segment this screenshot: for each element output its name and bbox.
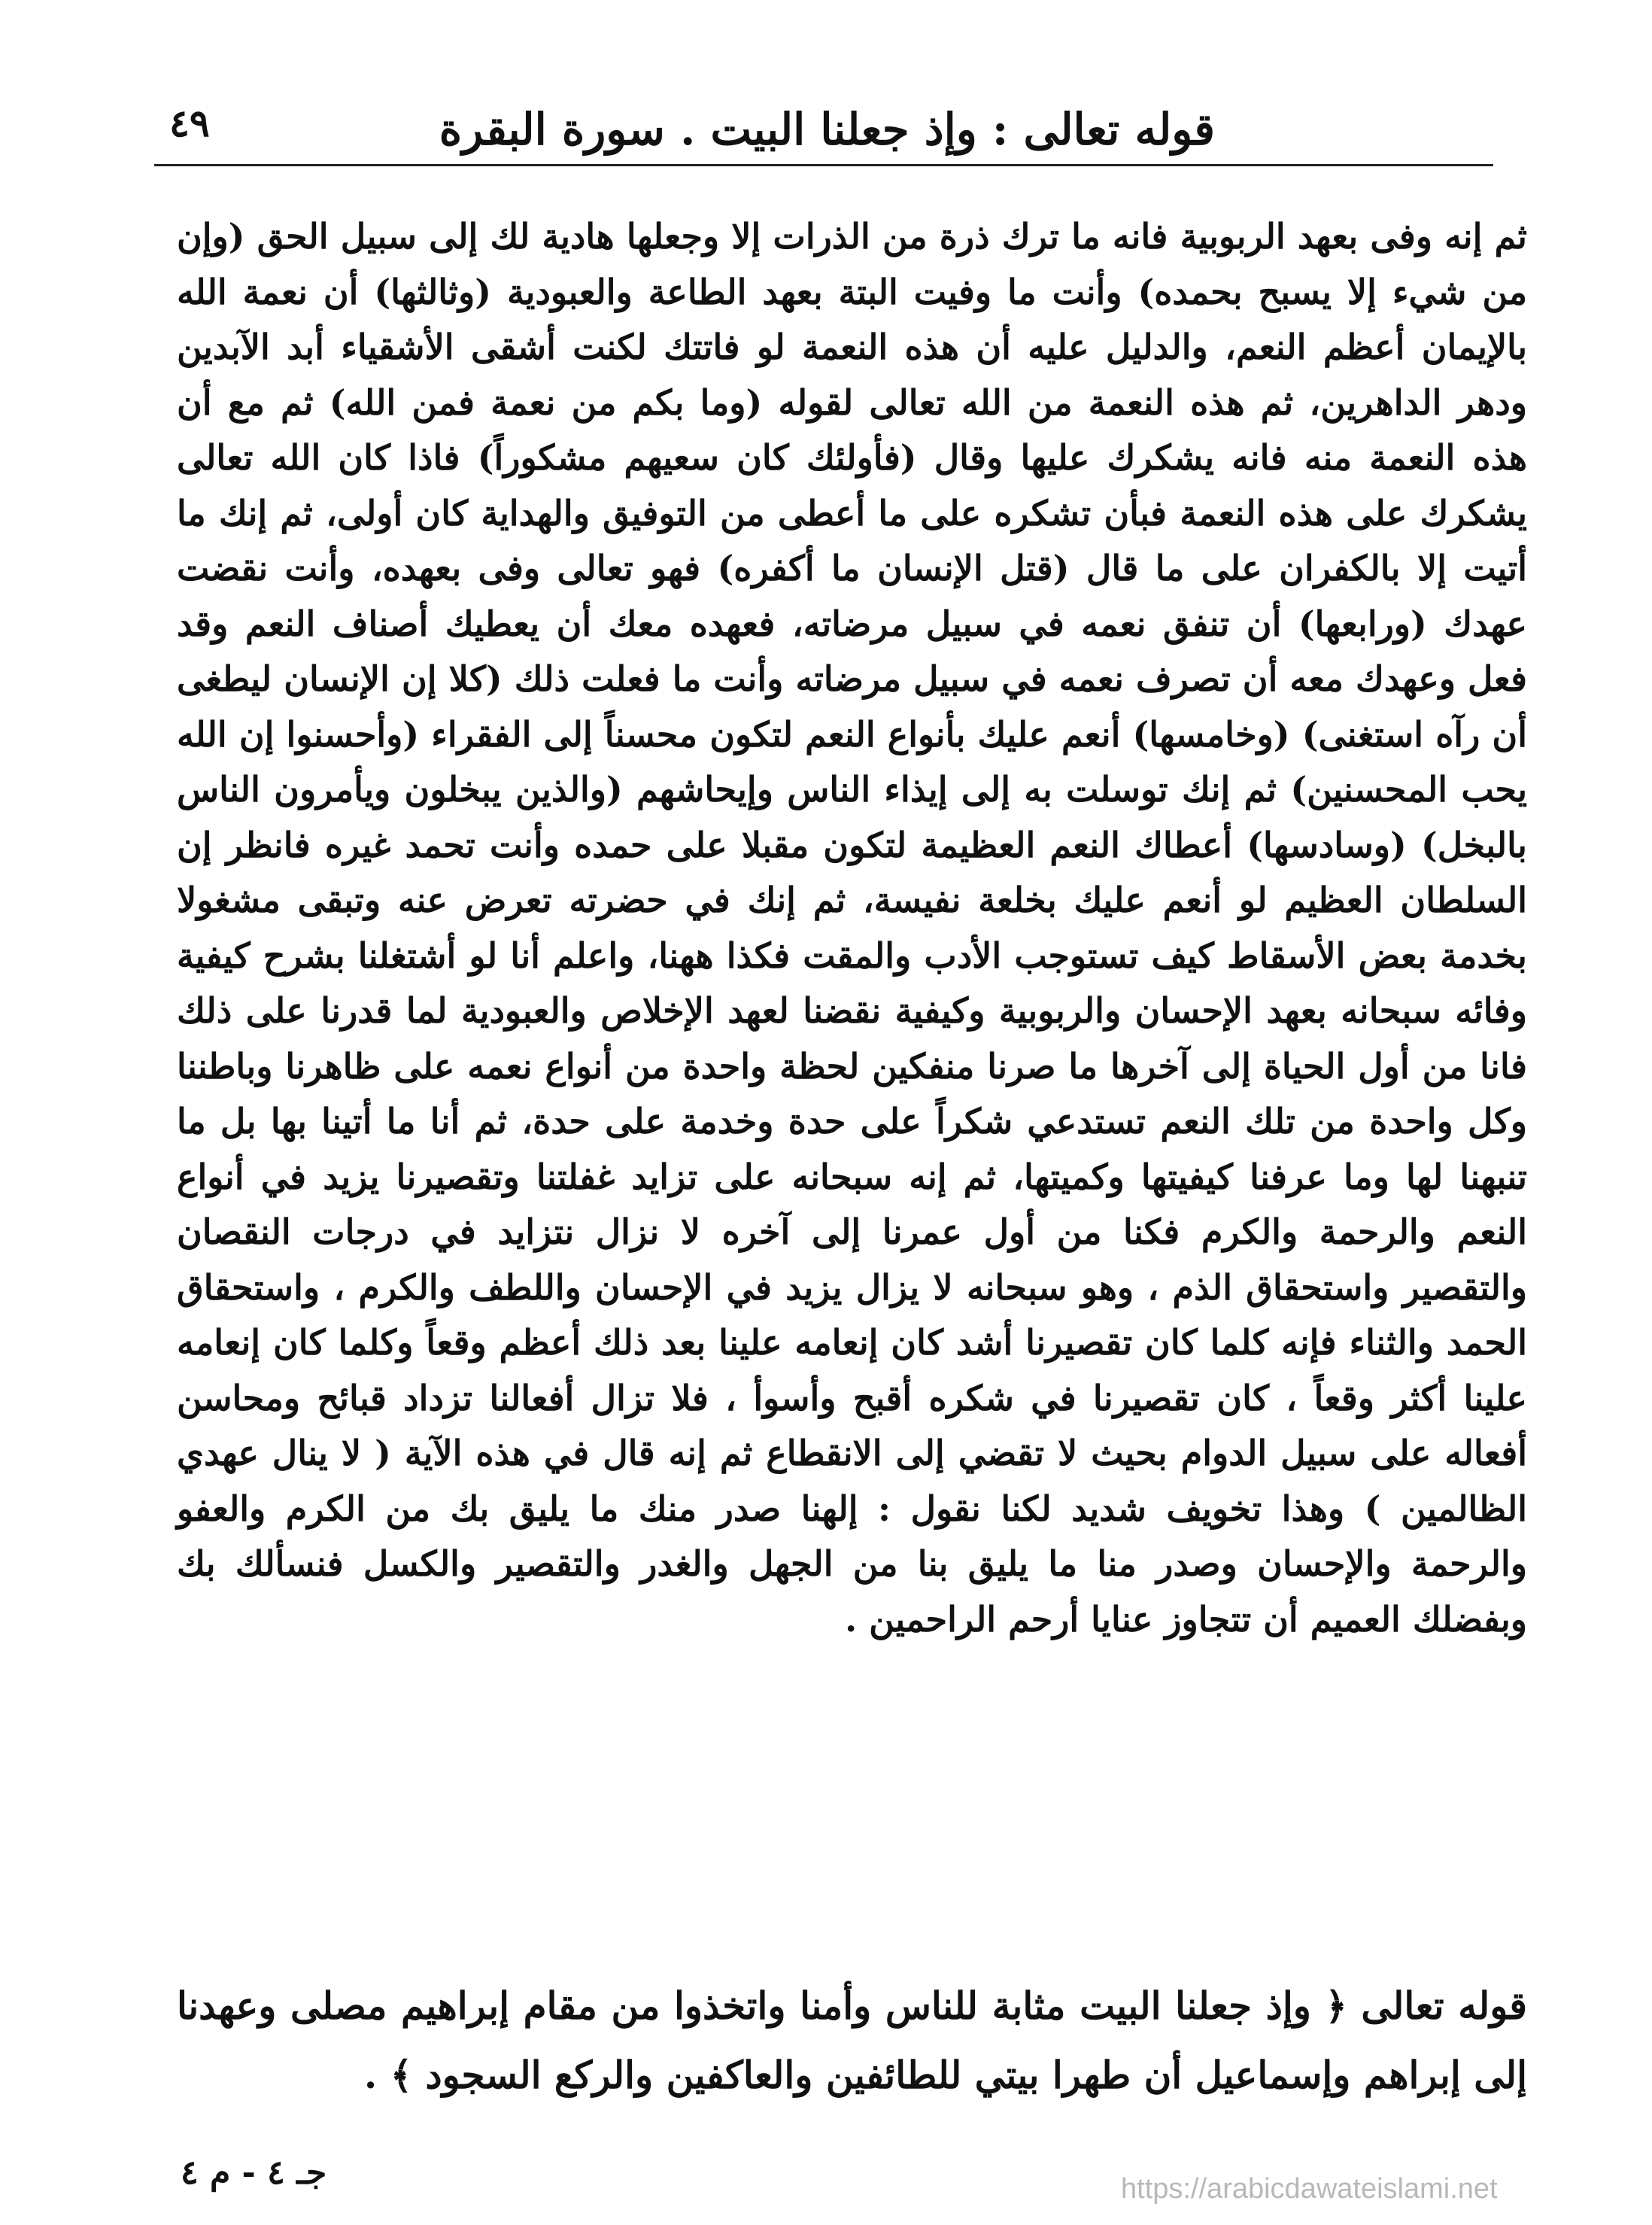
verse-heading [177,1971,1527,2110]
page-header [169,90,1486,162]
main-commentary [177,209,1527,1647]
header-divider [154,164,1493,166]
running-title: قوله تعالى : وإذ جعلنا البيت . سورة البقرة [439,104,1215,155]
watermark-url: https://arabicdawateislami.net [1121,2173,1498,2205]
commentary-paragraph: ثم إنه وفى بعهد الربوبية فانه ما ترك ذرة من الذرات إلا وجعلها هادية لك إلى سبيل الحق (وإن من شيء إلا يسبح بحمده) وأنت ما وفيت البتة بعهد الطاعة والعبودية (وثالثها) أن نعمة الله بالإيمان أعظم النعم، والدليل عليه أن هذه النعمة لو فاتتك لكنت أشقى الأشقياء أبد الآبدين ودهر الداهرين، ثم هذه النعمة من الله تعالى لقوله (وما بكم من نعمة فمن الله) ثم مع أن هذه النعمة منه فانه يشكرك عليها وقال (فأولئك كان سعيهم مشكوراً) فاذا كان الله تعالى يشكرك على هذه النعمة فبأن تشكره على ما أعطى من التوفيق والهداية كان أولى، ثم إنك ما أتيت إلا بالكفران على ما قال (قتل الإنسان ما أكفره) فهو تعالى وفى بعهده، وأنت نقضت عهدك (ورابعها) أن تنفق نعمه في سبيل مرضاته، فعهده معك أن يعطيك أصناف النعم وقد فعل وعهدك معه أن تصرف نعمه في سبيل مرضاته وأنت ما فعلت ذلك (كلا إن الإنسان ليطغى أن رآه استغنى) (وخامسها) أنعم عليك بأنواع النعم لتكون محسناً إلى الفقراء (وأحسنوا إن الله يحب المحسنين) ثم إنك توسلت به إلى إيذاء الناس وإيحاشهم (والذين يبخلون ويأمرون الناس بالبخل) (وسادسها) أعطاك النعم العظيمة لتكون مقبلا على حمده وأنت تحمد غيره فانظر إن السلطان العظيم لو أنعم عليك بخلعة نفيسة، ثم إنك في حضرته تعرض عنه وتبقى مشغولا بخدمة بعض الأسقاط كيف تستوجب الأدب والمقت فكذا ههنا، واعلم أنا لو أشتغلنا بشرح كيفية وفائه سبحانه بعهد الإحسان والربوبية وكيفية نقضنا لعهد الإخلاص والعبودية لما قدرنا على ذلك فانا من أول الحياة إلى آخرها ما صرنا منفكين لحظة واحدة من أنواع نعمه على ظاهرنا وباطننا وكل واحدة من تلك النعم تستدعي شكراً على حدة وخدمة على حدة، ثم أنا ما أتينا بها بل ما تنبهنا لها وما عرفنا كيفيتها وكميتها، ثم إنه سبحانه على تزايد غفلتنا وتقصيرنا يزيد في أنواع النعم والرحمة والكرم فكنا من أول عمرنا إلى آخره لا نزال نتزايد في درجات النقصان والتقصير واستحقاق الذم ، وهو سبحانه لا يزال يزيد في الإحسان واللطف والكرم ، واستحقاق الحمد والثناء فإنه كلما كان تقصيرنا أشد كان إنعامه علينا بعد ذلك أعظم وقعاً وكلما كان إنعامه علينا أكثر وقعاً ، كان تقصيرنا في شكره أقبح وأسوأ ، فلا تزال أفعالنا تزداد قبائح ومحاسن أفعاله على سبيل الدوام بحيث لا تقضي إلى الانقطاع ثم إنه قال في هذه الآية ( لا ينال عهدي الظالمين ) وهذا تخويف شديد لكنا نقول : إلهنا صدر منك ما يليق بك من الكرم والعفو والرحمة والإحسان وصدر منا ما يليق بنا من الجهل والغدر والتقصير والكسل فنسألك بك وبفضلك العميم أن تتجاوز عنايا أرحم الراحمين . [177,216,1528,1640]
verse-text: قوله تعالى ﴿ وإذ جعلنا البيت مثابة للناس وأمنا واتخذوا من مقام إبراهيم مصلى وعهدنا إلى إبراهم وإسماعيل أن طهرا بيتي للطائفين والعاكفين والركع السجود ﴾ . [177,1983,1527,2097]
signature-mark: جـ ٤ - م ٤ [181,2154,327,2192]
page-number: ٤٩ [169,101,210,145]
